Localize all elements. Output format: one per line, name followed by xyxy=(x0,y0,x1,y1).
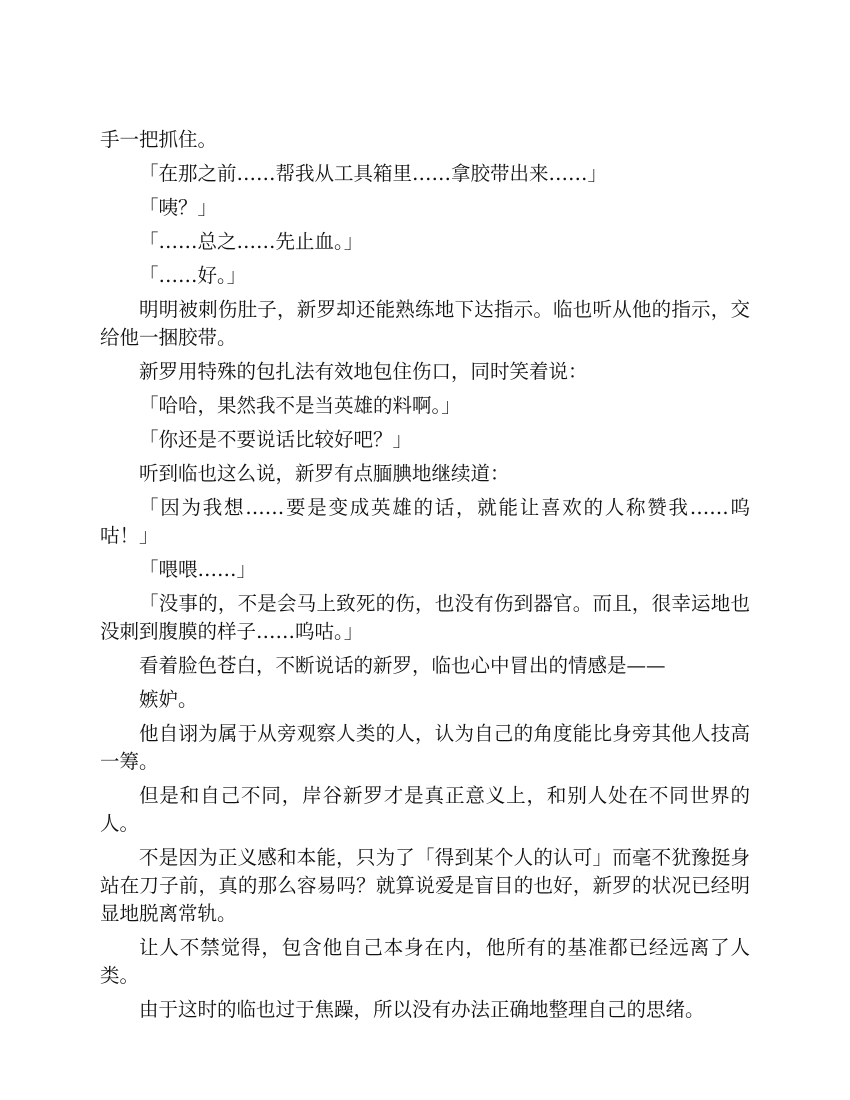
paragraph: 听到临也这么说，新罗有点腼腆地继续道： xyxy=(139,462,510,485)
paragraph: 他自诩为属于从旁观察人类的人，认为自己的角度能比身旁其他人技高一筹。 xyxy=(100,722,750,773)
paragraph: 由于这时的临也过于焦躁，所以没有办法正确地整理自己的思绪。 xyxy=(139,998,705,1021)
paragraph: 「没事的，不是会马上致死的伤，也没有伤到器官。而且，很幸运地也没刺到腹膜的样子……呜咕。」 xyxy=(100,592,750,643)
paragraph: 「咦？」 xyxy=(139,196,218,219)
paragraph: 让人不禁觉得，包含他自己本身在内，他所有的基准都已经远离了人类。 xyxy=(100,936,750,987)
paragraph: 看着脸色苍白，不断说话的新罗，临也心中冒出的情感是—— xyxy=(139,654,666,677)
paragraph: 「在那之前……帮我从工具箱里……拿胶带出来……」 xyxy=(139,162,608,185)
paragraph: 「哈哈，果然我不是当英雄的料啊。」 xyxy=(139,394,461,417)
paragraph: 「因为我想……要是变成英雄的话，就能让喜欢的人称赞我……呜咕！」 xyxy=(100,496,750,547)
paragraph: 手一把抓住。 xyxy=(100,128,218,151)
document-page xyxy=(100,126,750,1030)
paragraph: 「你还是不要说话比较好吧？」 xyxy=(139,428,413,451)
paragraph: 但是和自己不同，岸谷新罗才是真正意义上，和别人处在不同世界的人。 xyxy=(100,784,750,835)
paragraph: 「……好。」 xyxy=(139,264,247,287)
paragraph: 新罗用特殊的包扎法有效地包住伤口，同时笑着说： xyxy=(139,360,588,383)
paragraph: 不是因为正义感和本能，只为了「得到某个人的认可」而毫不犹豫挺身站在刀子前，真的那么容易吗？就算说爱是盲目的也好，新罗的状况已经明显地脱离常轨。 xyxy=(100,846,750,925)
paragraph: 明明被刺伤肚子，新罗却还能熟练地下达指示。临也听从他的指示，交给他一捆胶带。 xyxy=(100,298,750,349)
paragraph: 「喂喂……」 xyxy=(139,558,257,581)
paragraph: 「……总之……先止血。」 xyxy=(139,230,364,253)
paragraph: 嫉妒。 xyxy=(139,688,198,711)
